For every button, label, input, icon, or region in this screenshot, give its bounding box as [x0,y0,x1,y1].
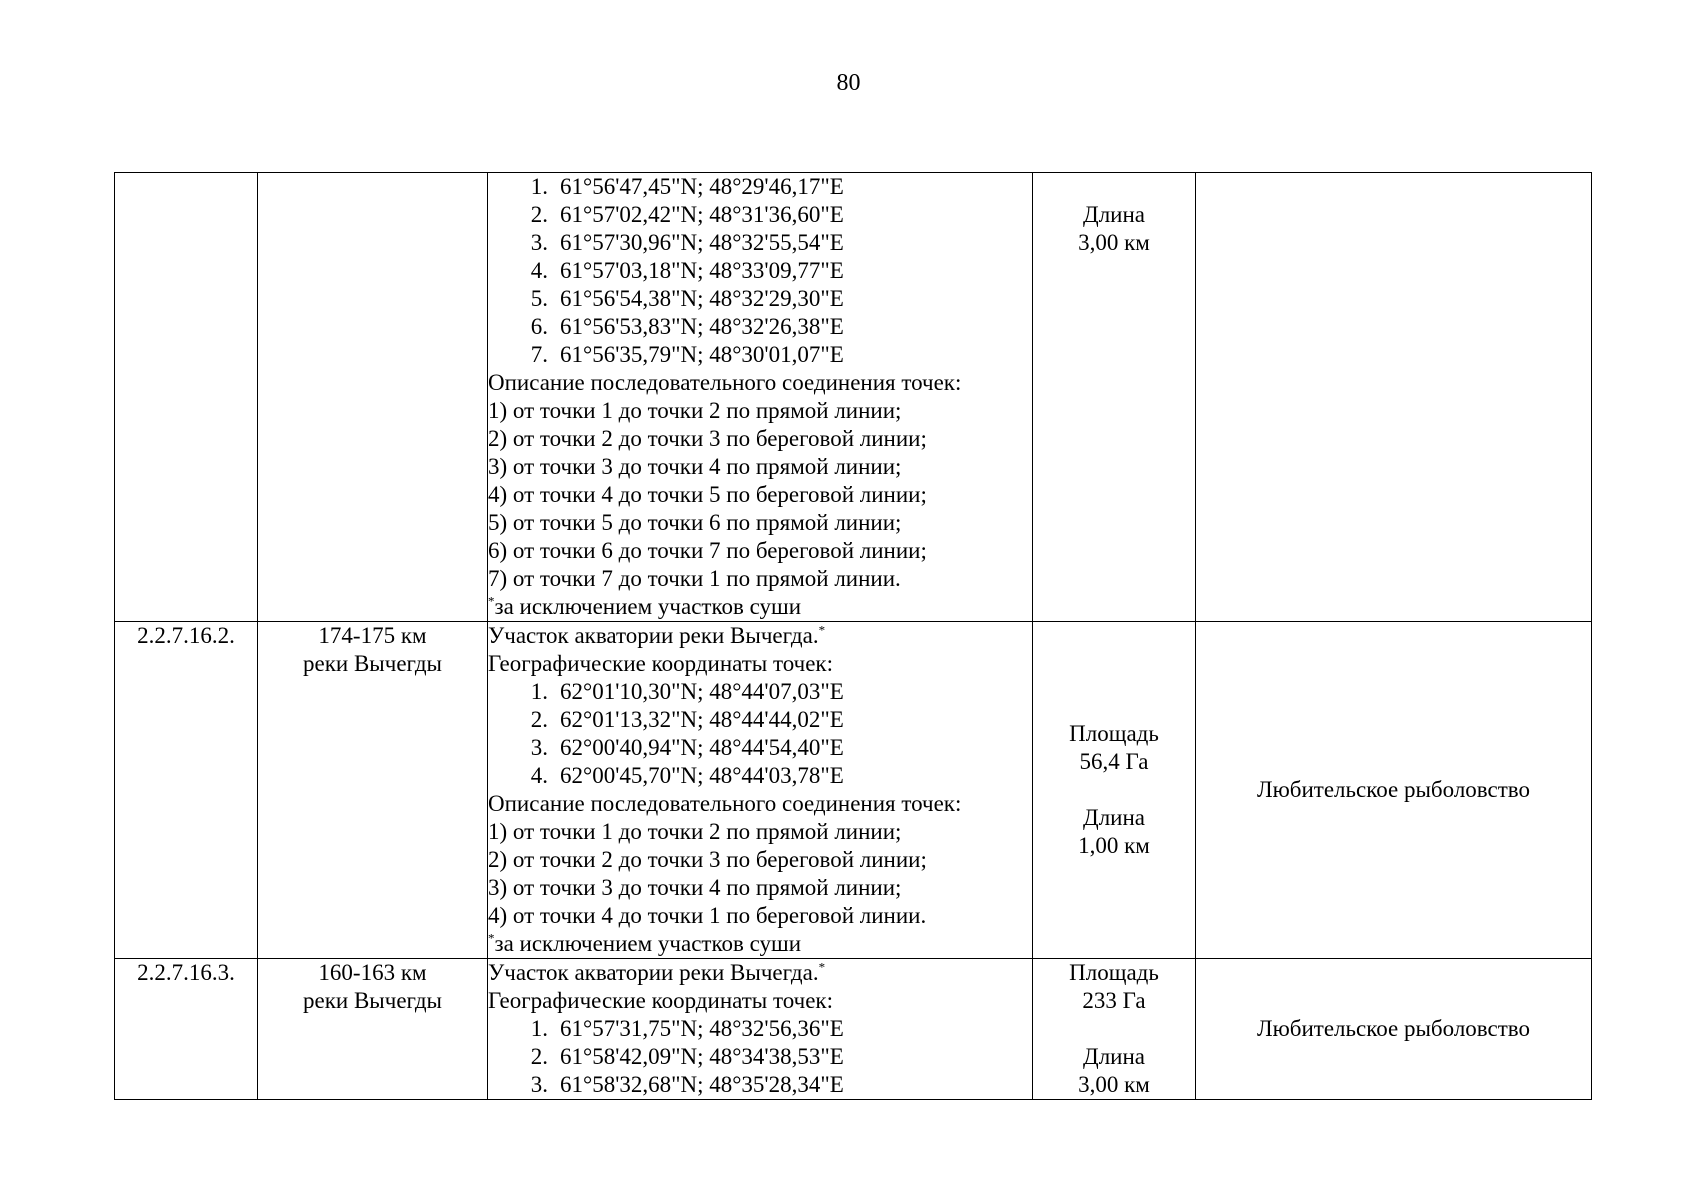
connection-line: 4) от точки 4 до точки 1 по береговой линии. [488,903,927,928]
length-value: 3,00 км [1078,230,1150,255]
row-description [488,173,1033,622]
coordinate-point: 3. 61°57'30,96"N; 48°32'55,54"E [530,230,844,255]
exclusion-note: *за исключением участков суши [488,593,802,619]
row-usage: Любительское рыболовство [1196,959,1592,1100]
coordinate-point: 5. 61°56'54,38"N; 48°32'29,30"E [530,286,844,311]
length-label: Длина [1083,202,1145,227]
area-label: Площадь [1069,960,1159,985]
connection-line: 6) от точки 6 до точки 7 по береговой линии; [488,538,927,563]
row-usage [1196,173,1592,622]
row-measurements [1033,622,1196,959]
coordinate-point: 1. 62°01'10,30"N; 48°44'07,03"E [530,679,844,704]
table-row [115,173,1592,622]
connection-line: 5) от точки 5 до точки 6 по прямой линии; [488,510,902,535]
area-value: 233 Га [1082,988,1146,1013]
coordinate-point: 3. 61°58'32,68"N; 48°35'28,34"E [530,1072,844,1097]
connection-line: 3) от точки 3 до точки 4 по прямой линии; [488,875,902,900]
coordinate-point: 1. 61°57'31,75"N; 48°32'56,36"E [530,1016,844,1041]
coordinate-point: 2. 61°57'02,42"N; 48°31'36,60"E [530,202,844,227]
connection-line: 1) от точки 1 до точки 2 по прямой линии; [488,398,902,423]
connection-title: Описание последовательного соединения точек: [488,370,962,395]
area-title: Участок акватории реки Вычегда.* [488,959,826,985]
connection-line: 4) от точки 4 до точки 5 по береговой линии; [488,482,927,507]
connection-line: 1) от точки 1 до точки 2 по прямой линии; [488,819,902,844]
area-label: Площадь [1069,721,1159,746]
row-location: 174-175 км реки Вычегды [258,622,488,959]
length-label: Длина [1083,1044,1145,1069]
row-location [258,173,488,622]
table-row [115,959,1592,1100]
connection-line: 7) от точки 7 до точки 1 по прямой линии. [488,566,901,591]
row-number [115,173,258,622]
row-measurements [1033,959,1196,1100]
coordinate-point: 4. 62°00'45,70"N; 48°44'03,78"E [530,763,844,788]
length-value: 1,00 км [1078,833,1150,858]
area-value: 56,4 Га [1079,749,1149,774]
coordinate-point: 2. 61°58'42,09"N; 48°34'38,53"E [530,1044,844,1069]
area-title: Участок акватории реки Вычегда.* [488,622,826,648]
coordinate-point: 1. 61°56'47,45"N; 48°29'46,17"E [530,174,844,199]
row-description [488,959,1033,1100]
table-row [115,622,1592,959]
length-value: 3,00 км [1078,1072,1150,1097]
regulation-table [114,172,1592,1100]
row-measurements [1033,173,1196,622]
row-usage: Любительское рыболовство [1196,622,1592,959]
page-number: 80 [836,70,861,96]
coordinate-point: 3. 62°00'40,94"N; 48°44'54,40"E [530,735,844,760]
connection-line: 3) от точки 3 до точки 4 по прямой линии; [488,454,902,479]
connection-line: 2) от точки 2 до точки 3 по береговой линии; [488,847,927,872]
row-number: 2.2.7.16.2. [115,622,258,959]
coordinates-title: Географические координаты точек: [488,651,833,676]
row-location: 160-163 км реки Вычегды [258,959,488,1100]
connection-title: Описание последовательного соединения точек: [488,791,962,816]
coordinate-point: 7. 61°56'35,79"N; 48°30'01,07"E [530,342,844,367]
row-description [488,622,1033,959]
row-number: 2.2.7.16.3. [115,959,258,1100]
coordinate-point: 6. 61°56'53,83"N; 48°32'26,38"E [530,314,844,339]
length-label: Длина [1083,805,1145,830]
exclusion-note: *за исключением участков суши [488,930,802,956]
coordinates-title: Географические координаты точек: [488,988,833,1013]
coordinate-point: 4. 61°57'03,18"N; 48°33'09,77"E [530,258,844,283]
connection-line: 2) от точки 2 до точки 3 по береговой линии; [488,426,927,451]
coordinate-point: 2. 62°01'13,32"N; 48°44'44,02"E [530,707,844,732]
